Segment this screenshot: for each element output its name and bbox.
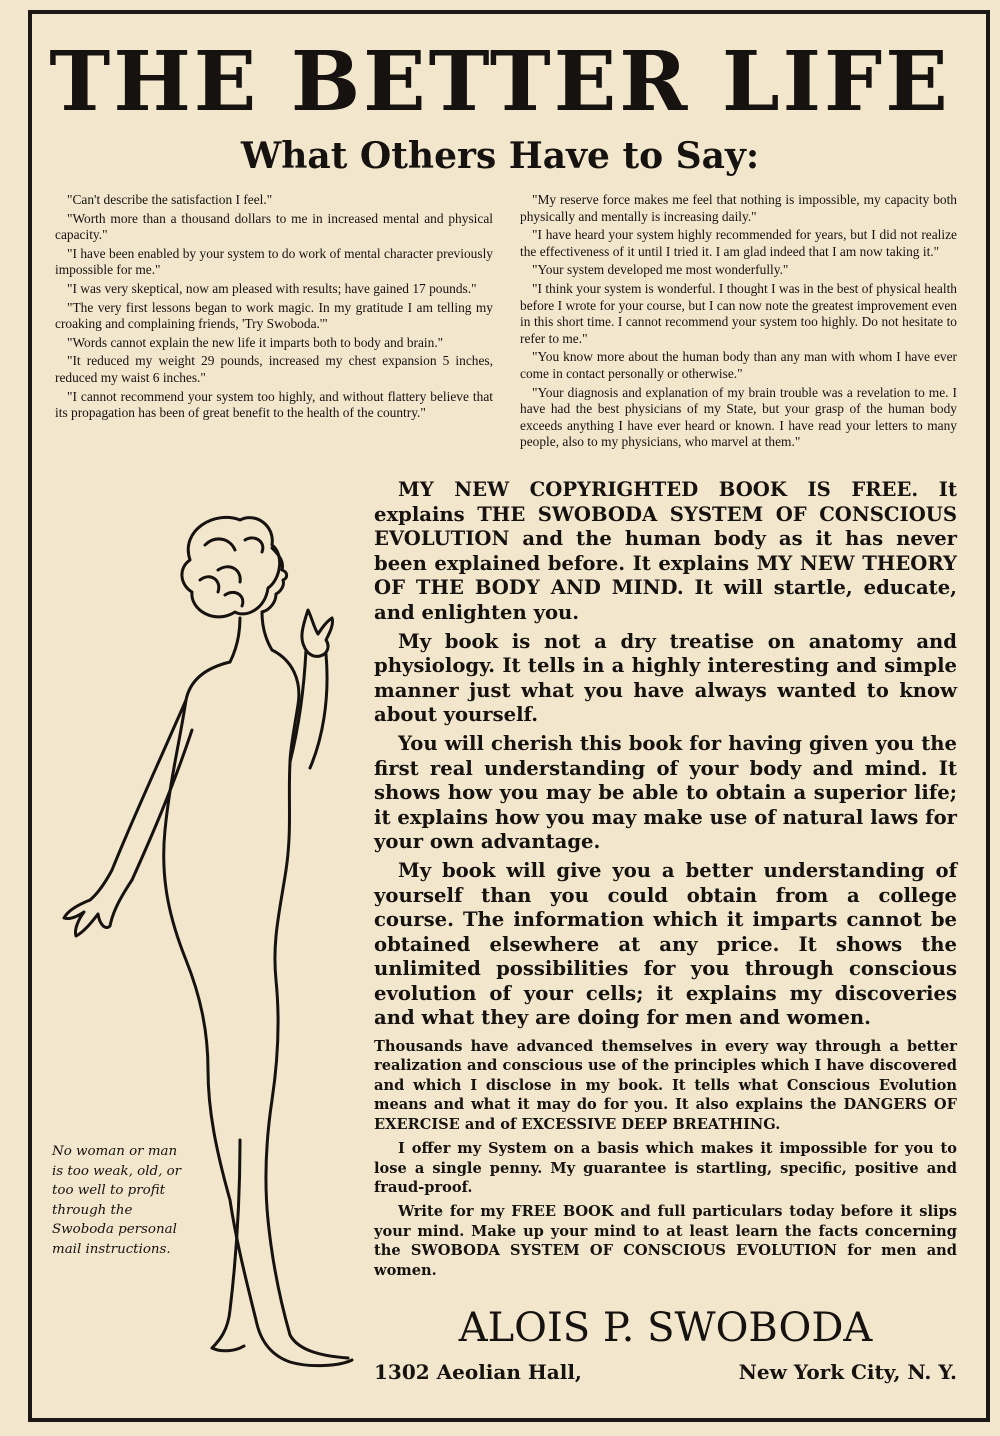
body-paragraph: You will cherish this book for having given you the first real understanding of your body and mind. It shows how you may be able to obtain a superior life; it explains how you may make use of natural laws for your own advantage. — [374, 731, 957, 854]
page-title: THE BETTER LIFE — [49, 34, 951, 130]
body-paragraph: My book is not a dry treatise on anatomy and physiology. It tells in a highly interesting and simple manner just what you have always wanted to know about yourself. — [374, 629, 957, 727]
woman-figure-illustration — [40, 500, 370, 1400]
testimonials-right-column — [520, 192, 957, 453]
testimonial: "I think your system is wonderful. I thought I was in the best of physical health before I wrote for your course, but I can now note the greatest improvement even in this short time. I cannot recommend your system too highly. Do not hesitate to refer to me." — [520, 280, 957, 346]
testimonial: "I have been enabled by your system to do work of mental character previously impossible for me." — [55, 245, 493, 278]
body-paragraph: I offer my System on a basis which makes it impossible for you to lose a single penny. My guarantee is startling, specific, positive and fraud-proof. — [374, 1140, 957, 1196]
illustration-caption: No woman or man is too weak, old, or too well to profit through the Swoboda personal mail instructions. — [52, 1144, 182, 1257]
testimonial: "Your system developed me most wonderfully." — [532, 262, 789, 278]
main-copy — [374, 478, 957, 1285]
testimonial: "My reserve force makes me feel that nothing is impossible, my capacity both physically and mentally is increasing daily." — [520, 192, 957, 224]
testimonial: "Your diagnosis and explanation of my brain trouble was a revelation to me. I have had the best physicians of my State, but your grasp of the human body exceeds anything I have ever heard or known. I have read your letters to many people, also to my physicians, who marvel at them." — [520, 384, 957, 450]
testimonial: "Worth more than a thousand dollars to me in increased mental and physical capacity." — [55, 210, 493, 243]
testimonial: "It reduced my weight 29 pounds, increased my chest expansion 5 inches, reduced my waist 6 inches." — [55, 353, 493, 385]
street-address: 1302 Aeolian Hall, — [374, 1360, 582, 1384]
body-paragraph: My book will give you a better understanding of yourself than you could obtain from a college course. The information which it imparts cannot be obtained elsewhere at any price. It shows the unlimited possibilities for you through conscious evolution of your cells; it explains my discoveries and what they are doing for men and women. — [374, 858, 957, 1030]
testimonial: "I cannot recommend your system too highly, and without flattery believe that its propagation has been of great benefit to the health of the country." — [55, 388, 493, 421]
author-name: ALOIS P. SWOBODA — [458, 1305, 873, 1351]
body-paragraph: MY NEW COPYRIGHTED BOOK IS FREE. It explains THE SWOBODA SYSTEM OF CONSCIOUS EVOLUTION and the human body as it has never been explained before. It explains MY NEW THEORY OF THE BODY AND MIND. It will startle, educate, and enlighten you. — [374, 478, 957, 624]
testimonial: "You know more about the human body than any man with whom I have ever come in contact personally or otherwise." — [520, 349, 957, 381]
page-subtitle: What Others Have to Say: — [240, 135, 760, 177]
testimonials-left-column — [55, 192, 493, 424]
testimonial: "I have heard your system highly recommended for years, but I did not realize the effectiveness of it until I tried it. I am glad indeed that I am now taking it." — [520, 227, 957, 259]
testimonial: "The very first lessons began to work magic. In my gratitude I am telling my croaking and complaining friends, 'Try Swoboda.'" — [55, 299, 493, 332]
body-paragraph: Thousands have advanced themselves in every way through a better realization and conscious use of the principles which I have discovered and which I disclose in my book. It tells what Conscious Evolution means and what it may do for you. It also explains the DANGERS OF EXERCISE and of EXCESSIVE DEEP BREATHING. — [374, 1038, 957, 1133]
body-paragraph: Write for my FREE BOOK and full particulars today before it slips your mind. Make up your mind to at least learn the facts concerning the SWOBODA SYSTEM OF CONSCIOUS EVOLUTION for men and women. — [374, 1203, 957, 1279]
testimonial: "Can't describe the satisfaction I feel." — [67, 192, 273, 207]
testimonial: "I was very skeptical, now am pleased with results; have gained 17 pounds." — [67, 280, 477, 296]
testimonial: "Words cannot explain the new life it imparts both to body and brain." — [67, 334, 444, 350]
city-address: New York City, N. Y. — [738, 1360, 957, 1384]
